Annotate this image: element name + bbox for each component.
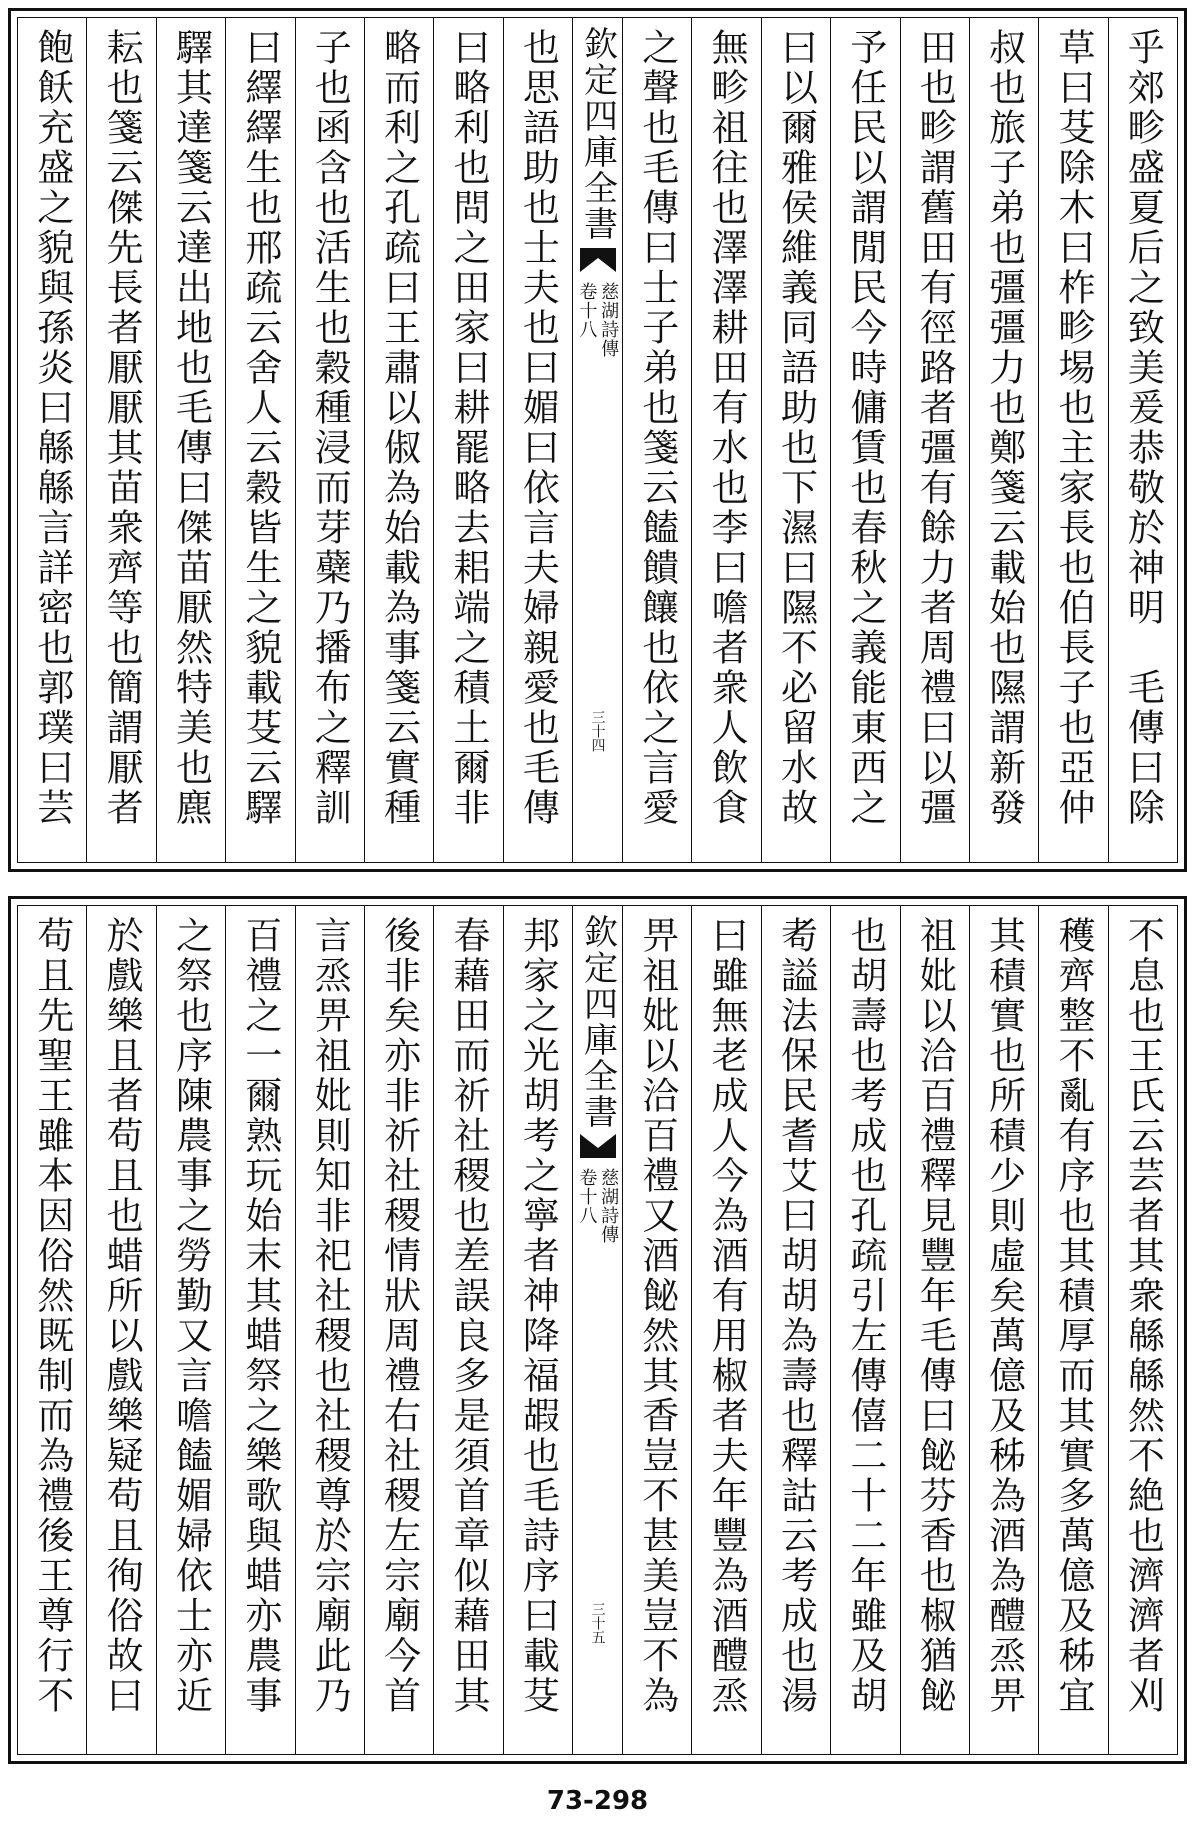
text-column — [1038, 18, 1107, 862]
volume-title — [576, 1168, 619, 1244]
column-text: 無畛祖往也澤澤耕田有水也李曰噡者衆人飲食 — [705, 28, 749, 828]
text-column — [900, 906, 969, 1754]
column-text: 也胡壽也考成也孔疏引左傳僖二十二年雖及胡 — [843, 916, 887, 1716]
text-column — [830, 906, 899, 1754]
column-text: 子也函含也活生也穀種浸而芽蘗乃播布之釋訓 — [308, 28, 352, 828]
text-column — [1108, 906, 1177, 1754]
text-column — [761, 906, 830, 1754]
text-column — [86, 906, 155, 1754]
text-column — [761, 18, 830, 862]
column-text: 邦家之光胡考之寧者神降福嘏也毛詩序曰載芟 — [516, 916, 560, 1716]
center-spine — [572, 18, 622, 862]
column-text: 不息也王氏云芸者其衆緜緜然不絶也濟濟者刈 — [1121, 916, 1165, 1716]
fish-tail-mark-icon — [580, 1134, 616, 1158]
column-text: 祖妣以洽百禮釋見豐年毛傳曰飶芬香也椒猶飶 — [913, 916, 957, 1716]
column-text: 苟且先聖王雖本因俗然既制而為禮後王尊行不 — [30, 916, 74, 1716]
text-column — [1108, 18, 1177, 862]
column-text: 畀祖妣以洽百禮又酒飶然其香豈不甚美豈不為 — [635, 916, 679, 1716]
text-column — [156, 18, 225, 862]
upper-page — [8, 8, 1187, 872]
page-number: 73-298 — [546, 1786, 649, 1816]
text-column — [622, 18, 691, 862]
text-column — [18, 18, 86, 862]
volume-title — [576, 282, 619, 358]
book-title: 欽定四庫全書 — [577, 26, 618, 242]
text-column — [433, 906, 502, 1754]
column-text: 草曰芟除木曰柞畛埸也主家長也伯長子也亞仲 — [1051, 28, 1095, 828]
text-column — [364, 906, 433, 1754]
column-text: 於戲樂且者苟且也蜡所以戲樂疑苟且徇俗故曰 — [100, 916, 144, 1716]
column-text: 曰繹繹生也邢疏云舍人云穀皆生之貌載芟云驛 — [238, 28, 282, 828]
text-column — [1038, 906, 1107, 1754]
column-text: 略而利之孔疏曰王肅以俶為始載為事箋云實種 — [377, 28, 421, 828]
text-column — [225, 18, 294, 862]
text-column — [156, 906, 225, 1754]
column-text: 之聲也毛傳曰士子弟也箋云饁饋饟也依之言愛 — [635, 28, 679, 828]
folio-number: 三十五 — [589, 1602, 606, 1644]
volume-title-line: 慈湖詩傳 — [598, 1168, 620, 1244]
column-text: 曰略利也問之田家曰耕罷略去耜端之積土爾非 — [446, 28, 490, 828]
text-column — [18, 906, 86, 1754]
folio-number: 三十四 — [589, 710, 606, 752]
column-text: 之祭也序陳農事之勞勤又言噡饁媚婦依士亦近 — [169, 916, 213, 1716]
column-text: 其積實也所積少則虛矣萬億及秭為酒為醴烝畀 — [982, 916, 1026, 1716]
upper-page-frame — [17, 17, 1178, 863]
text-column — [691, 18, 760, 862]
text-column — [295, 906, 364, 1754]
text-column — [622, 906, 691, 1754]
lower-page — [8, 896, 1187, 1764]
text-column — [969, 18, 1038, 862]
text-column — [969, 906, 1038, 1754]
fish-tail-mark-icon — [580, 248, 616, 272]
volume-title-line: 慈湖詩傳 — [598, 282, 620, 358]
column-text: 也思語助也士夫也曰媚曰依言夫婦親愛也毛傳 — [516, 28, 560, 828]
text-column — [225, 906, 294, 1754]
column-text: 曰以爾雅侯維義同語助也下濕曰隰不必留水故 — [774, 28, 818, 828]
text-column — [503, 18, 572, 862]
volume-title-line: 卷十八 — [576, 1168, 598, 1225]
column-text: 言烝畀祖妣則知非祀社稷也社稷尊於宗廟此乃 — [308, 916, 352, 1716]
column-text: 穫齊整不亂有序也其積厚而其實多萬億及秭宜 — [1051, 916, 1095, 1716]
text-column — [503, 906, 572, 1754]
text-column — [433, 18, 502, 862]
text-column — [86, 18, 155, 862]
text-column — [830, 18, 899, 862]
text-column — [691, 906, 760, 1754]
text-column — [364, 18, 433, 862]
column-text: 予任民以謂閒民今時傭賃也春秋之義能東西之 — [843, 28, 887, 828]
column-text: 田也畛謂舊田有徑路者彊有餘力者周禮曰以彊 — [913, 28, 957, 828]
column-text: 耘也箋云傑先長者厭厭其苗衆齊等也簡謂厭者 — [100, 28, 144, 828]
lower-page-frame — [17, 905, 1178, 1755]
text-column — [900, 18, 969, 862]
volume-title-line: 卷十八 — [576, 282, 598, 339]
center-spine — [572, 906, 622, 1754]
column-text: 飽飫充盛之貌與孫炎曰緜緜言詳密也郭璞曰芸 — [30, 28, 74, 828]
column-text: 驛其達箋云達出地也毛傳曰傑苗厭然特美也麃 — [169, 28, 213, 828]
column-text: 春藉田而祈社稷也差誤良多是須首章似藉田其 — [446, 916, 490, 1716]
book-title: 欽定四庫全書 — [577, 914, 618, 1130]
text-column — [295, 18, 364, 862]
column-text: 耇謚法保民耆艾曰胡胡為壽也釋詁云考成也湯 — [774, 916, 818, 1716]
column-text: 叔也旅子弟也彊彊力也鄭箋云載始也隰謂新發 — [982, 28, 1026, 828]
column-text: 乎郊畛盛夏后之致美爰恭敬於神明 毛傳曰除 — [1121, 28, 1165, 828]
column-text: 百禮之一爾熟玩始末其蜡祭之樂歌與蜡亦農事 — [238, 916, 282, 1716]
column-text: 後非矣亦非祈社稷情狀周禮右社稷左宗廟今首 — [377, 916, 421, 1716]
column-text: 曰雖無老成人今為酒有用椒者夫年豐為酒醴烝 — [705, 916, 749, 1716]
